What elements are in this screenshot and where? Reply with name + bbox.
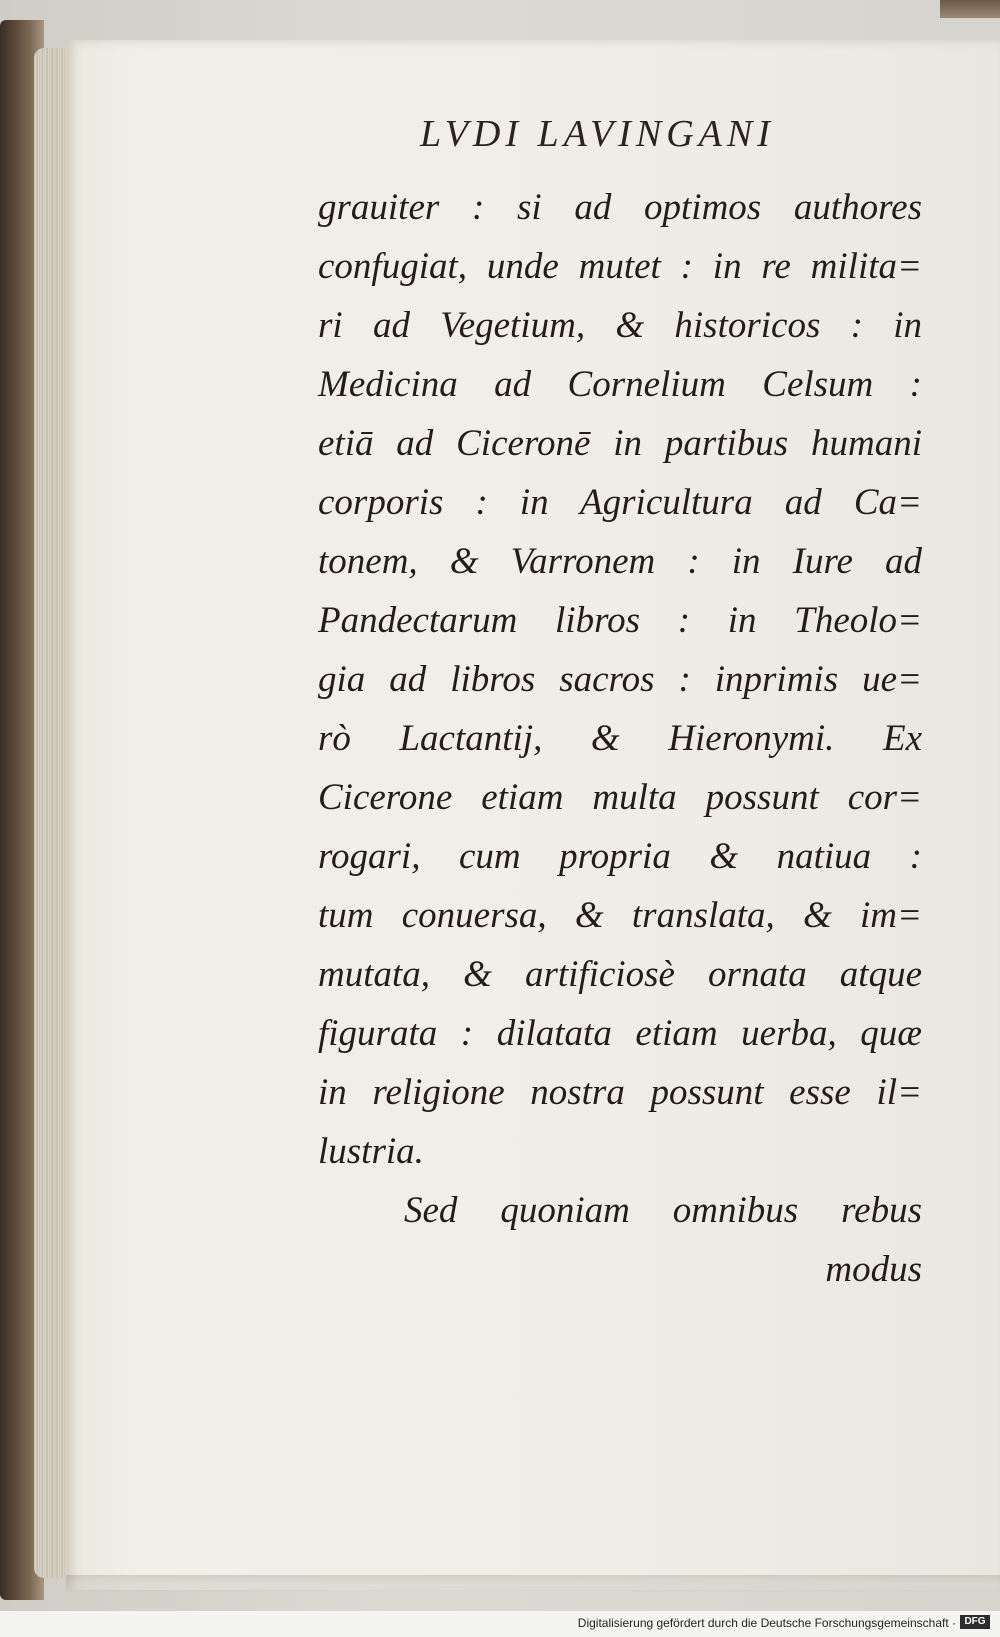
text-line: grauiter : si ad optimos authores bbox=[318, 187, 922, 228]
page-bottom-shadow bbox=[66, 1575, 1000, 1593]
text-line: tum conuersa, & translata, & im= bbox=[318, 895, 922, 936]
dfg-logo: DFG bbox=[960, 1615, 990, 1629]
text-line: Medicina ad Cornelium Celsum : bbox=[318, 364, 922, 405]
digitization-credit: Digitalisierung gefördert durch die Deutsche Forschungsgemeinschaft · bbox=[577, 1616, 956, 1630]
text-line: rogari, cum propria & natiua : bbox=[318, 836, 922, 877]
text-line: Cicerone etiam multa possunt cor= bbox=[318, 777, 922, 818]
text-line: mutata, & artificiosè ornata atque bbox=[318, 954, 922, 995]
text-line: Pandectarum libros : in Theolo= bbox=[318, 600, 922, 641]
text-line: in religione nostra possunt esse il= bbox=[318, 1072, 922, 1113]
text-line: etiā ad Ciceronē in partibus humani bbox=[318, 423, 922, 464]
text-line: tonem, & Varronem : in Iure ad bbox=[318, 541, 922, 582]
paragraph-start-line: Sed quoniam omnibus rebus bbox=[404, 1190, 922, 1231]
text-line: rò Lactantij, & Hieronymi. Ex bbox=[318, 718, 922, 759]
catchword: modus bbox=[825, 1249, 922, 1290]
text-line: ri ad Vegetium, & historicos : in bbox=[318, 305, 922, 346]
text-line: lustria. bbox=[318, 1131, 424, 1172]
body-text bbox=[318, 178, 922, 1299]
text-line: gia ad libros sacros : inprimis ue= bbox=[318, 659, 922, 700]
text-line: corporis : in Agricultura ad Ca= bbox=[318, 482, 922, 523]
running-head: LVDI LAVINGANI bbox=[420, 113, 775, 155]
text-line: confugiat, unde mutet : in re milita= bbox=[318, 246, 922, 287]
top-cover-corner bbox=[940, 0, 1000, 18]
text-line: figurata : dilatata etiam uerba, quæ bbox=[318, 1013, 922, 1054]
